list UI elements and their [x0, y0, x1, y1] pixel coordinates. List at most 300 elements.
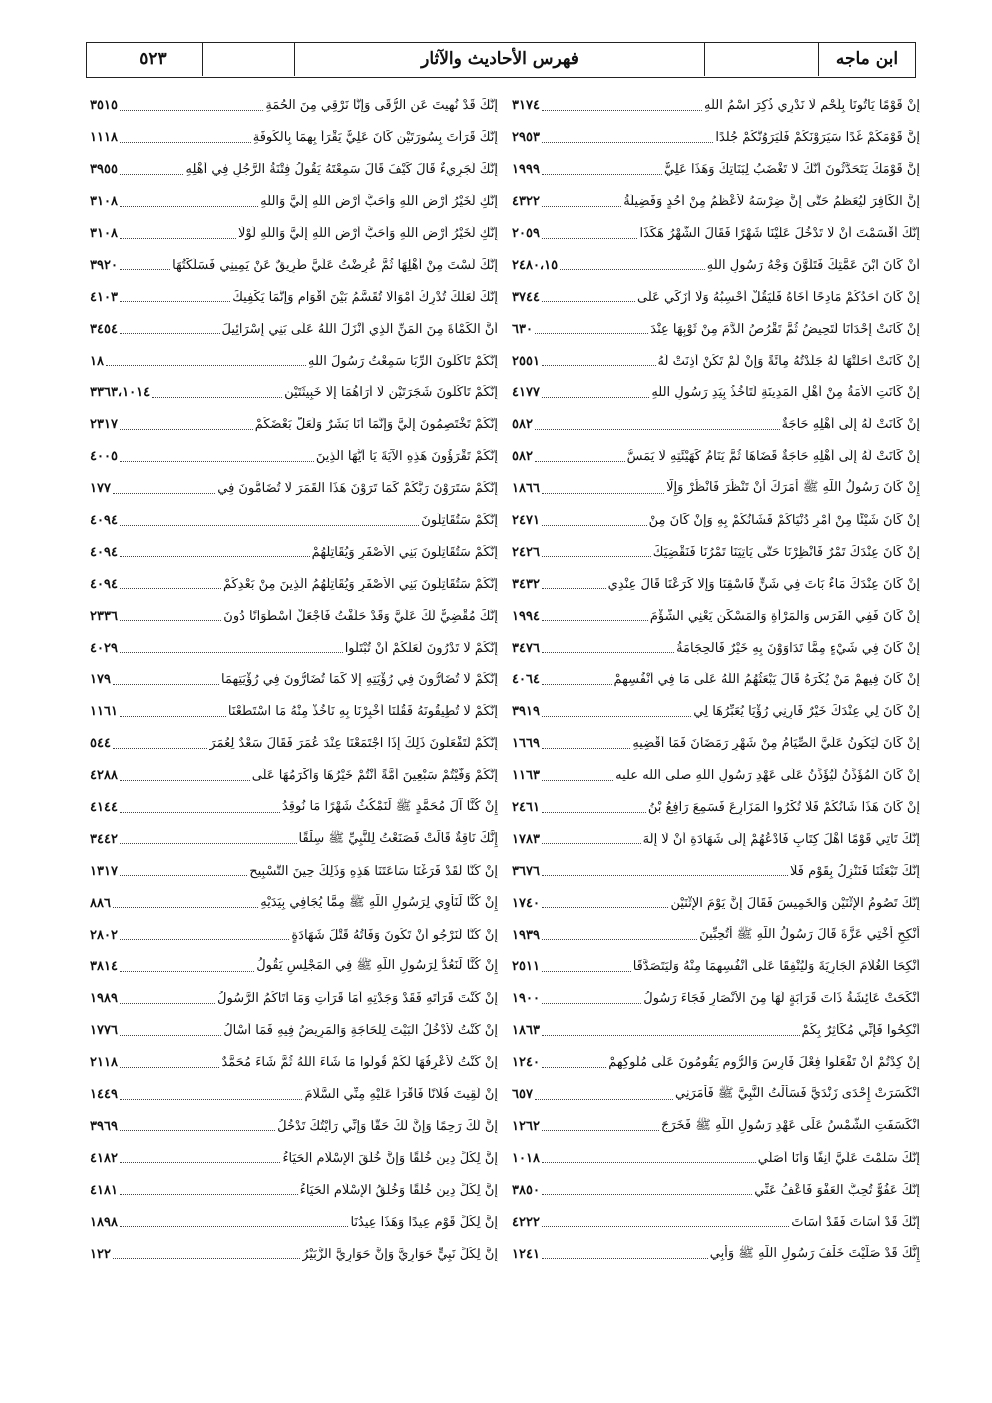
index-entry — [90, 919, 498, 951]
entry-text: إِنَّ لِكُلِّ دِينٍ خُلُقًا وَإِنَّ خُلُقَ الإِسْلَامِ الحَيَاءُ — [282, 1150, 498, 1166]
entry-reference-number: ١٩٠٠ — [512, 991, 540, 1007]
dot-leader — [106, 364, 306, 366]
dot-leader — [542, 938, 697, 940]
dot-leader — [120, 938, 289, 940]
entry-reference-number: ٣٤٥٤ — [90, 321, 118, 337]
dot-leader — [542, 906, 669, 908]
index-entry — [90, 1047, 498, 1079]
index-entry — [512, 218, 920, 250]
entry-text: إِنْ كَانَ عِنْدَكَ مَاءٌ بَاتَ فِي شَنٍّ فَاسْقِنَا وَإِلَّا كَرَعْنَا قَالَ عِنْدِي — [607, 576, 920, 592]
entry-reference-number: ١٩٩٤ — [512, 608, 540, 624]
index-entry — [90, 409, 498, 441]
index-entry — [90, 632, 498, 664]
entry-text: إِنَّكُمْ لَتَفْعَلُونَ ذَلِكَ إِذَا اجْتَمَعْنَا عِنْدَ عُمَرَ فَقَالَ سَعْدٌ لِعُمَرَ — [209, 736, 498, 752]
entry-text: إِنَّكُمْ تَقْرَؤُونَ هَذِهِ الآيَةَ يَا أَيُّهَا الَّذِينَ — [315, 449, 498, 465]
entry-reference-number: ٤١٧٧ — [512, 385, 540, 401]
dot-leader — [542, 1225, 789, 1227]
index-columns — [90, 90, 920, 1270]
entry-text: إِنَّكَ لَسْتَ مِنْ أَهْلِهَا ثُمَّ عُرِضْتُ عَلَيَّ طَرِيقٌ عَنْ يَمِينِي فَسَلَكْتُهَا — [172, 257, 498, 273]
dot-leader — [120, 1098, 303, 1100]
index-entry — [90, 664, 498, 696]
entry-reference-number: ٣٤٤٢ — [90, 831, 118, 847]
index-entry — [512, 313, 920, 345]
index-entry — [90, 951, 498, 983]
entry-text: إِنَّكُمْ سَتُقَاتِلُونَ بَنِي الأَصْفَرِ وَيُقَاتِلُهُمْ — [311, 544, 498, 560]
entry-text: أَنْ كَانَ ابْنَ عَمَّتِكَ فَتَلَوَّنَ وَجْهُ رَسُولِ اللَّهِ — [706, 257, 920, 273]
entry-text: إِنَّكِ لَخَيْرُ أَرْضِ اللَّهِ وَأَحَبُّ أَرْضِ اللَّهِ إِلَيَّ وَاللَّهِ لَوْلَا — [237, 226, 498, 241]
entry-text: إِنْ كُنْتَ قَرَأْتَهِ فَقَدْ وَجَدْتِهِ أَمَا قَرَأْتِ وَمَا آتَاكُمُ الرَّسُولُ — [217, 991, 498, 1007]
entry-text: إِنَّ الكَافِرَ لَيُعَظَّمُ حَتَّى إِنَّ ضِرْسَهُ لَأَعْظَمُ مِنْ أُحُدٍ وَفَضِيلَةُ — [623, 194, 920, 210]
entry-reference-number: ٢٩٥٣ — [512, 130, 540, 146]
index-entry — [90, 377, 498, 409]
dot-leader — [120, 109, 263, 111]
entry-reference-number: ٣٩١٩ — [512, 704, 540, 720]
entry-text: إِنْ كُنْتُ لَأَعْرِفُهَا لَكُمْ قُولُوا مَا شَاءَ اللَّهُ ثُمَّ شَاءَ مُحَمَّدٌ — [221, 1055, 498, 1071]
dot-leader — [120, 141, 251, 143]
dot-leader — [120, 874, 247, 876]
index-entry — [512, 505, 920, 537]
index-entry — [512, 632, 920, 664]
entry-text: إِنْ كَانَ عِنْدَكَ تَمْرٌ فَأَنْظِرْنَا حَتَّى يَأْتِيَنَا تَمْرُنَا فَنَقْضِيَكَ — [652, 544, 920, 560]
entry-reference-number: ١٨٩٨ — [90, 1214, 118, 1230]
dot-leader — [120, 1002, 215, 1004]
entry-reference-number: ٣١٧٤ — [512, 98, 540, 114]
entry-text: إِنْ كَانَ فِي شَيْءٍ مِمَّا تَدَاوَوْنَ بِهِ خَيْرٌ فَالحِجَامَةُ — [676, 640, 920, 656]
entry-reference-number: ١٦٦٩ — [512, 736, 540, 752]
entry-text: إِنْ كَانَ لِي عِنْدَكَ خَيْرٌ فَأَرِنِي رُؤْيَا يُعَبِّرُهَا لِي — [693, 704, 920, 720]
dot-leader — [535, 1098, 673, 1100]
entry-text: إِنَّ قَوْمَكَ يَتَحَدَّثُونَ أَنَّكَ لَا تَغْضَبُ لِبَنَاتِكَ وَهَذَا عَلِيٌّ — [663, 162, 920, 178]
index-entry — [512, 345, 920, 377]
dot-leader — [542, 555, 651, 557]
dot-leader — [542, 874, 788, 876]
entry-text: إِنَّكَ تَبْعَثُنَا فَنَنْزِلُ بِقَوْمٍ فَلَا — [790, 863, 920, 879]
entry-reference-number: ١٩٩٩ — [512, 162, 540, 178]
entry-text: إِنْ لَقِيتَ فُلَانًا فَاقْرَأْ عَلَيْهِ مِنِّي السَّلَامَ — [304, 1087, 498, 1103]
entry-text: إِنْ كُنَّا آلَ مُحَمَّدٍ ﷺ لَنَمْكُثُ شَهْرًا مَا نُوقِدُ — [281, 799, 498, 815]
dot-leader — [542, 364, 656, 366]
dot-leader — [120, 970, 254, 972]
page-header — [86, 42, 916, 78]
index-entry — [90, 823, 498, 855]
entry-reference-number: ٣٩٥٥ — [90, 162, 118, 178]
entry-text: إِنَّكَ نَاقِةٌ قَالَتْ فَصَنَعْتُ لِلنَّبِيِّ ﷺ سِلْقًا — [298, 830, 498, 846]
index-entry — [90, 696, 498, 728]
index-entry — [512, 1111, 920, 1143]
entry-reference-number: ٦٣٠ — [512, 321, 533, 337]
index-entry — [90, 1079, 498, 1111]
index-entry — [90, 313, 498, 345]
dot-leader — [120, 1225, 349, 1227]
entry-reference-number: ١١٦١ — [90, 704, 118, 720]
index-entry — [512, 792, 920, 824]
entry-reference-number: ٣٥١٥ — [90, 98, 118, 114]
index-entry — [512, 568, 920, 600]
dot-leader — [120, 555, 310, 557]
entry-text: إِنَّكَ قَرَأْتَ بِسُورَتَيْنِ كَانَ عَلِيٌّ يَقْرَأُ بِهِمَا بِالكُوفَةِ — [252, 130, 498, 146]
entry-text: إِنَّكَ مُقْضِيٌّ لَكَ عَلَيَّ وَقَدْ حَلَفْتُ فَاجْعَلْ أَسْطُوَانًا دُونَ — [223, 608, 498, 624]
dot-leader — [535, 332, 648, 334]
dot-leader — [120, 811, 280, 813]
entry-reference-number: ٤١٨١ — [90, 1182, 118, 1198]
dot-leader — [542, 205, 621, 207]
entry-text: إِنْ كَانَ شَيْئًا مِنْ أَمْرِ دُنْيَاكُمْ فَشَأْنُكُمْ بِهِ وَإِنْ كَانَ مِنْ — [648, 513, 920, 529]
entry-reference-number: ٨٨٦ — [90, 895, 111, 911]
entry-reference-number: ١٩٣٩ — [512, 927, 540, 943]
entry-text: إِنَّكُمْ لَا تَدْرُونَ لَعَلَّكُمْ أَنْ تُبْتَلُوا — [344, 640, 498, 656]
entry-reference-number: ٢٣٣٦ — [90, 608, 118, 624]
dot-leader — [120, 1193, 298, 1195]
index-entry — [90, 1142, 498, 1174]
entry-reference-number: ٤٠٩٤ — [90, 544, 118, 560]
dot-leader — [542, 1193, 752, 1195]
index-entry — [512, 951, 920, 983]
index-entry — [90, 760, 498, 792]
entry-reference-number: ٤٢٨٨ — [90, 768, 118, 784]
dot-leader — [120, 1034, 221, 1036]
entry-text: إِنَّ لِكُلِّ دِينٍ خُلُقًا وَخُلُقُ الإِسْلَامِ الحَيَاءُ — [299, 1182, 498, 1198]
entry-text: إِنَّكُمْ سَتُقَاتِلُونَ — [421, 513, 498, 529]
entry-reference-number: ٤١٤٤ — [90, 800, 118, 816]
entry-text: إِنْ كَانَ فَفِي الفَرَسِ وَالمَرْأَةِ وَالمَسْكَنِ يَعْنِي الشُّؤْمَ — [649, 608, 920, 624]
entry-text: إِنْ قَوْمًا يَأْتُونَا بِلَحْمٍ لَا نَدْرِي ذُكِرَ اسْمُ اللَّهِ — [704, 98, 920, 114]
dot-leader — [542, 651, 674, 653]
index-entry — [512, 728, 920, 760]
index-entry — [90, 728, 498, 760]
index-entry — [90, 249, 498, 281]
dot-leader — [542, 970, 631, 972]
entry-reference-number: ١٤٤٩ — [90, 1087, 118, 1103]
entry-reference-number: ١٧٧٦ — [90, 1023, 118, 1039]
index-entry — [90, 983, 498, 1015]
entry-reference-number: ٢٤٧١ — [512, 513, 540, 529]
entry-reference-number: ٣٤٣٢ — [512, 576, 540, 592]
index-entry — [90, 218, 498, 250]
entry-reference-number: ١٩٨٩ — [90, 991, 118, 1007]
dot-leader — [120, 715, 226, 717]
entry-text: إِنَّكَ أَقْسَمْتَ أَنْ لَا تَدْخُلَ عَلَيْنَا شَهْرًا فَقَالَ الشَّهْرُ هَكَذَا — [639, 226, 920, 241]
entry-text: أَنَّ الكَمْأَةَ مِنَ المَنِّ الَّذِي أَنْزَلَ اللَّهُ عَلَى بَنِي إِسْرَائِيلَ — [221, 321, 498, 337]
entry-reference-number: ٣٩٢٠ — [90, 257, 118, 273]
entry-text: إِنَّكُمْ تَأْكُلُونَ الرِّبَا سَمِعْتُ رَسُولَ اللَّهِ — [307, 353, 498, 369]
dot-leader — [113, 1257, 300, 1259]
entry-text: إِنْ كَانَ لَيَكُونُ عَلَيَّ الصِّيَامُ مِنْ شَهْرِ رَمَضَانَ فَمَا أَقْضِيهِ — [632, 736, 920, 752]
dot-leader — [113, 492, 215, 494]
entry-reference-number: ٤٠٢٩ — [90, 640, 118, 656]
entry-reference-number: ٤٣٢٢ — [512, 194, 540, 210]
entry-text: أَنْكَحَتْ عَائِشَةُ ذَاتَ قَرَابَةٍ لَهَا مِنَ الأَنْصَارِ فَجَاءَ رَسُولُ — [643, 991, 920, 1007]
dot-leader — [535, 428, 780, 430]
entry-text: إِنَّ لِكُلِّ نَبِيٍّ حَوَارِيَّ وَإِنَّ حَوَارِيَّ الزُّبَيْرُ — [302, 1246, 498, 1262]
entry-reference-number: ٣٨١٤ — [90, 959, 118, 975]
entry-text: أَنْكِحَا الغُلَامَ الجَارِيَةَ وَلْيُنْفِقَا عَلَى أَنْفُسِهِمَا مِنْهُ وَلْيَتَصَدَّقَا — [632, 959, 920, 975]
index-entry — [512, 154, 920, 186]
index-entry — [512, 90, 920, 122]
dot-leader — [542, 715, 691, 717]
dot-leader — [542, 683, 612, 685]
index-entry — [512, 1206, 920, 1238]
entry-reference-number: ١٢٤٠ — [512, 1055, 540, 1071]
index-entry — [512, 377, 920, 409]
dot-leader — [120, 268, 170, 270]
index-entry — [512, 281, 920, 313]
index-entry — [512, 760, 920, 792]
entry-text: إِنَّكَ سَلَّمْتَ عَلَيَّ آنِفًا وَأَنَا أُصَلِّي — [757, 1150, 920, 1166]
entry-text: إِنَّكَ تَصُومُ الإِثْنَيْنِ وَالخَمِيسَ فَقَالَ إِنَّ يَوْمَ الإِثْنَيْنِ — [670, 895, 920, 911]
entry-text: إِنْ كُنَّا لَقَدْ فَرَغْنَا سَاعَتَنَا هَذِهِ وَذَلِكَ حِينَ التَّسْبِيحِ — [249, 863, 498, 879]
entry-reference-number: ١٢٢ — [90, 1246, 111, 1262]
entry-reference-number: ٣١٠٨ — [90, 194, 118, 210]
entry-reference-number: ٥٨٢ — [512, 449, 533, 465]
dot-leader — [152, 396, 282, 398]
dot-leader — [120, 428, 253, 430]
entry-text: إِنَّكُمْ سَتُقَاتِلُونَ بَنِي الأَصْفَرِ وَيُقَاتِلُهُمُ الَّذِينَ مِنْ بَعْدِكُمْ — [222, 576, 498, 592]
dot-leader — [542, 779, 613, 781]
entry-text: إِنَّكُمْ لَا تُضَارُّونَ فِي رُؤْيَتِهِ إِلَّا كَمَا تُضَارُّونَ فِي رُؤْيَتِهِمَا — [221, 672, 498, 688]
entry-text: إِنْ كَانَ المُؤَذِّنُ لَيُؤَذِّنُ عَلَى عَهْدِ رَسُولِ اللَّهِ صلى الله عليه — [615, 768, 920, 784]
dot-leader — [113, 683, 219, 685]
entry-reference-number: ٢٥١١ — [512, 959, 540, 975]
dot-leader — [120, 332, 220, 334]
entry-reference-number: ٢٨٠٢ — [90, 927, 118, 943]
entry-text: إِنَّ لَكَ رَحِمًا وَإِنَّ لَكَ حَقًّا وَإِنِّي رَأَيْتُكَ تَدْخُلُ — [277, 1118, 498, 1134]
index-entry — [90, 568, 498, 600]
index-entry — [90, 536, 498, 568]
entry-reference-number: ٤١٠٣ — [90, 289, 118, 305]
index-entry — [90, 792, 498, 824]
dot-leader — [120, 205, 258, 207]
dot-leader — [535, 460, 625, 462]
index-entry — [512, 887, 920, 919]
entry-text: إِنَّ لِكُلِّ قَوْمٍ عِيدًا وَهَذَا عِيدُنَا — [350, 1214, 498, 1230]
index-entry — [512, 122, 920, 154]
entry-reference-number: ٢٠٥٩ — [512, 226, 540, 241]
index-entry — [90, 345, 498, 377]
dot-leader — [542, 237, 638, 239]
index-entry — [90, 1015, 498, 1047]
entry-reference-number: ١٢٤١ — [512, 1246, 540, 1262]
index-entry — [512, 536, 920, 568]
entry-reference-number: ١١٦٣ — [512, 768, 540, 784]
entry-text: إِنَّكُمْ تَخْتَصِمُونَ إِلَيَّ وَإِنَّمَا أَنَا بَشَرٌ وَلَعَلَّ بَعْضَكُمْ — [254, 417, 498, 433]
entry-text: إِنْ كَانَتْ أَحَلَّتْهَا لَهُ جَلَدْتُهُ مِائَةً وَإِنْ لَمْ تَكُنْ أَذِنَتْ لَهُ — [657, 353, 920, 369]
entry-reference-number: ٤١٨٢ — [90, 1150, 118, 1166]
entry-reference-number: ٢٤٨٠،١٥ — [512, 257, 559, 273]
entry-text: إِنَّكُمْ لَا تُطِيقُونَهُ فَقُلْنَا أَخْبِرْنَا بِهِ نَأْخُذْ مِنْهُ مَا اسْتَطَعْنَا — [227, 704, 498, 720]
entry-text: إِنْ كِدْتُمْ أَنْ تَفْعَلُوا فِعْلَ فَارِسَ وَالرُّومِ يَقُومُونَ عَلَى مُلُوكِهِمْ — [608, 1055, 920, 1071]
index-entry — [512, 1079, 920, 1111]
entry-text: إِنَّكِ لَخَيْرُ أَرْضِ اللَّهِ وَأَحَبُّ أَرْضِ اللَّهِ إِلَيَّ وَاللَّهِ — [260, 194, 498, 210]
dot-leader — [120, 651, 343, 653]
index-entry — [90, 122, 498, 154]
entry-reference-number: ٣٦٧٦ — [512, 863, 540, 879]
index-entry — [512, 186, 920, 218]
index-entry — [90, 441, 498, 473]
index-entry — [512, 983, 920, 1015]
entry-text: إِنْ كَانَتْ إِحْدَانَا لَتَحِيضُ ثُمَّ تَقْرُصُ الدَّمَ مِنْ ثَوْبِهَا عِنْدَ — [650, 321, 920, 337]
index-entry — [512, 473, 920, 505]
index-entry — [90, 1206, 498, 1238]
header-page-number: ٥٢٣ — [139, 49, 167, 69]
entry-text: إِنَّكُمْ سَتَرَوْنَ رَبَّكُمْ كَمَا تَرَوْنَ هَذَا القَمَرَ لَا تُضَامُّونَ فِي — [217, 481, 498, 497]
entry-reference-number: ١٧٧ — [90, 481, 111, 497]
index-entry — [90, 600, 498, 632]
dot-leader — [542, 1034, 800, 1036]
index-entry — [512, 696, 920, 728]
dot-leader — [542, 842, 641, 844]
entry-text: إِنْ كَانَ رَسُولُ اللَّهِ ﷺ أَمَرَكَ أَنْ تَنْظُرَ فَانْظُرْ وَإِلَّا — [666, 480, 920, 496]
index-entry — [512, 1142, 920, 1174]
dot-leader — [113, 906, 258, 908]
entry-text: إِنَّكَ قَدْ نُهِيتَ عَنِ الرُّقَى وَإِنَّا نَرْقِي مِنَ الحُمَةِ — [265, 98, 498, 114]
entry-reference-number: ٢٣١٧ — [90, 417, 118, 433]
index-entry — [90, 186, 498, 218]
dot-leader — [542, 1002, 641, 1004]
entry-text: إِنَّكَ عَفُوٌّ تُحِبُّ العَفْوَ فَاعْفُ عَنِّي — [754, 1182, 920, 1198]
dot-leader — [113, 747, 207, 749]
index-entry — [512, 1047, 920, 1079]
dot-leader — [120, 842, 297, 844]
entry-reference-number: ٣٤٧٦ — [512, 640, 540, 656]
dot-leader — [120, 460, 314, 462]
entry-reference-number: ٤٠٦٤ — [512, 672, 540, 688]
entry-reference-number: ١٨٦٦ — [512, 481, 540, 497]
dot-leader — [542, 141, 713, 143]
index-entry — [512, 1015, 920, 1047]
index-entry — [512, 855, 920, 887]
index-entry — [90, 90, 498, 122]
entry-text: إِنْ كَانَتْ لَهُ إِلَى أَهْلِهِ حَاجَةٌ قَضَاهَا ثُمَّ يَنَامُ كَهَيْئَتِهِ لَا يَمَسُّ — [626, 449, 920, 465]
header-title: فهرس الأحاديث والآثار — [421, 49, 579, 69]
index-entry — [90, 1238, 498, 1270]
entry-text: إِنْ كَانَتِ الأَمَةُ مِنْ أَهْلِ المَدِينَةِ لَتَأْخُذُ بِيَدِ رَسُولِ اللَّهِ — [651, 385, 920, 401]
dot-leader — [542, 1257, 708, 1259]
dot-leader — [542, 109, 702, 111]
entry-reference-number: ٢٥٥١ — [512, 353, 540, 369]
entry-text: إِنْ كُنَّا لَنَرْجُو أَنْ تَكُونَ وَفَاتُهُ قَتْلَ شَهَادَةٍ — [291, 927, 498, 943]
entry-reference-number: ٥٤٤ — [90, 736, 111, 752]
index-entry — [90, 887, 498, 919]
entry-reference-number: ٥٨٢ — [512, 417, 533, 433]
index-entry — [512, 249, 920, 281]
index-entry — [90, 154, 498, 186]
dot-leader — [542, 587, 606, 589]
dot-leader — [542, 1161, 756, 1163]
entry-text: إِنَّ قَوْمَكُمْ غَدًا سَيَرَوْنَكُمْ فَلَيَرَوُنَّكُمْ جُلْدًا — [715, 130, 920, 146]
index-entry — [90, 1111, 498, 1143]
dot-leader — [542, 524, 647, 526]
dot-leader — [120, 1161, 281, 1163]
entry-reference-number: ١١١٨ — [90, 130, 118, 146]
entry-text: انْكَسَفَتِ الشَّمْسُ عَلَى عَهْدِ رَسُولِ اللَّهِ ﷺ فَخَرَجَ — [660, 1117, 920, 1133]
entry-text: إِنْ كَانَتْ لَهُ إِلَى أَهْلِهِ حَاجَةٌ — [781, 417, 920, 433]
entry-text: إِنَّكَ لَجَرِيءٌ قَالَ كَيْفَ قَالَ سَمِعْتَهُ يَقُولُ فِتْنَةُ الرَّجُلِ فِي أَهْلِهِ — [185, 162, 498, 178]
entry-reference-number: ١٨٦٣ — [512, 1023, 540, 1039]
index-entry — [90, 473, 498, 505]
entry-reference-number: ١٧٩ — [90, 672, 111, 688]
dot-leader — [542, 619, 648, 621]
dot-leader — [120, 619, 221, 621]
entry-text: إِنْ كَانَ أَحَدُكُمْ مَادِحًا أَخَاهُ فَلْيَقُلْ أَحْسِبُهُ وَلَا أُزَكِّي عَلَى — [637, 289, 920, 305]
right-column — [512, 90, 920, 1270]
dot-leader — [542, 173, 662, 175]
dot-leader — [120, 587, 221, 589]
dot-leader — [542, 396, 649, 398]
index-entry — [512, 919, 920, 951]
index-entry — [90, 505, 498, 537]
entry-text: إِنْ كُنَّا لَنَأْوِي لِرَسُولِ اللَّهِ ﷺ مِمَّا يُجَافِي بِيَدَيْهِ — [260, 894, 498, 910]
entry-reference-number: ١٧٨٣ — [512, 831, 540, 847]
entry-reference-number: ١٠١٨ — [512, 1150, 540, 1166]
entry-reference-number: ٤٠٩٤ — [90, 576, 118, 592]
entry-text: إِنَّكُمْ وَفَّيْتُمْ سَبْعِينَ أُمَّةً أَنْتُمْ خَيْرُهَا وَأَكْرَمُهَا عَلَى — [251, 768, 498, 784]
dot-leader — [542, 811, 646, 813]
entry-text: إِنَّكَ تَأْتِي قَوْمًا أَهْلَ كِتَابٍ فَادْعُهُمْ إِلَى شَهَادَةِ أَنْ لَا إِلَهَ — [642, 831, 920, 847]
entry-text: إِنْ كَانَ هَذَا شَأْنُكُمْ فَلَا تُكْرُوا المَزَارِعَ فَسَمِعَ رَافِعُ بْنُ — [647, 800, 920, 816]
index-entry — [512, 664, 920, 696]
entry-reference-number: ٣٣٦٣،١٠١٤ — [90, 385, 151, 401]
entry-reference-number: ٣٨٥٠ — [512, 1182, 540, 1198]
entry-reference-number: ١٧٤٠ — [512, 895, 540, 911]
entry-text: إِنْ كَانَ فِيهِمْ مَنْ يُكْرَهُ قَالَ يَبْعَثُهُمُ اللَّهُ عَلَى مَا فِي أَنْفُسِهِمْ — [613, 672, 920, 688]
entry-text: إِنَّكَ لَعَلَّكَ تُدْرِكُ أَمْوَالًا تُقَسَّمُ بَيْنَ أَقْوَامٍ وَإِنَّمَا يَكْفِيكَ — [232, 289, 498, 305]
entry-text: إِنْ كُنَّا لَنَعُدُّ لِرَسُولِ اللَّهِ ﷺ فِي المَجْلِسِ يَقُولُ — [256, 958, 498, 974]
entry-text: أَنْكِحُوا فَإِنِّي مُكَاثِرٌ بِكُمْ — [801, 1023, 920, 1039]
index-entry — [90, 281, 498, 313]
header-book-name: ابن ماجه — [835, 49, 899, 69]
entry-reference-number: ٤٠٠٥ — [90, 449, 118, 465]
dot-leader — [120, 237, 236, 239]
entry-text: إِنْ كُنْتُ لَأَدْخُلُ البَيْتَ لِلْحَاجَةِ وَالمَرِيضُ فِيهِ فَمَا أَسْأَلُ — [223, 1023, 498, 1039]
index-entry — [512, 409, 920, 441]
entry-reference-number: ٦٥٧ — [512, 1087, 533, 1103]
index-entry — [90, 855, 498, 887]
entry-reference-number: ٣٧٤٤ — [512, 289, 540, 305]
entry-reference-number: ٤٢٢٢ — [512, 1214, 540, 1230]
entry-text: إِنَّكَ قَدْ أَسَأْتَ فَقَدْ أَسَأْتَ — [791, 1214, 920, 1230]
index-entry — [512, 441, 920, 473]
entry-text: انْكَسَرَتْ إِحْدَى زَنْدَيَّ فَسَأَلْتُ النَّبِيَّ ﷺ فَأَمَرَنِي — [675, 1086, 920, 1102]
dot-leader — [120, 524, 419, 526]
dot-leader — [120, 779, 250, 781]
entry-reference-number: ٢٤٢٦ — [512, 544, 540, 560]
dot-leader — [120, 1129, 275, 1131]
dot-leader — [542, 492, 664, 494]
index-entry — [512, 600, 920, 632]
entry-reference-number: ١٣١٧ — [90, 863, 118, 879]
entry-reference-number: ١٨ — [90, 353, 104, 369]
index-entry — [512, 1174, 920, 1206]
index-entry — [512, 823, 920, 855]
entry-text: إِنَّكُمْ تَأْكُلُونَ شَجَرَتَيْنِ لَا أُرَاهُمَا إِلَّا خَبِيثَتَيْنِ — [284, 385, 498, 401]
dot-leader — [560, 268, 705, 270]
dot-leader — [120, 173, 184, 175]
dot-leader — [120, 1066, 220, 1068]
dot-leader — [120, 300, 230, 302]
dot-leader — [542, 747, 630, 749]
entry-reference-number: ١٢٦٢ — [512, 1118, 540, 1134]
entry-reference-number: ٢٤٦١ — [512, 800, 540, 816]
entry-reference-number: ٣٩٦٩ — [90, 1118, 118, 1134]
left-column — [90, 90, 498, 1270]
entry-text: أَنْكِحِ أُخْتِي عَزَّةَ قَالَ رَسُولُ اللَّهِ ﷺ أَتُحِبِّينَ — [699, 926, 920, 942]
entry-reference-number: ٢١١٨ — [90, 1055, 118, 1071]
entry-reference-number: ٣١٠٨ — [90, 226, 118, 241]
index-entry — [90, 1174, 498, 1206]
index-entry — [512, 1238, 920, 1270]
entry-text: إِنَّكَ قَدْ صَلَّيْتَ خَلْفَ رَسُولِ اللَّهِ ﷺ وَأَبِي — [709, 1245, 920, 1261]
entry-reference-number: ٤٠٩٤ — [90, 513, 118, 529]
